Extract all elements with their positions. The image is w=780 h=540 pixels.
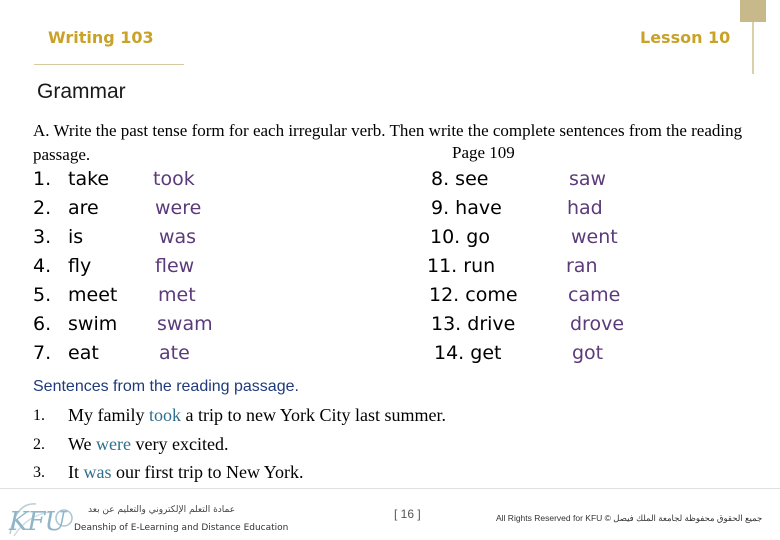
- sentence-verb: took: [149, 405, 182, 425]
- sentence-text: [68, 434, 228, 455]
- sentence-before: My family: [68, 405, 149, 425]
- copyright-notice: All Rights Reserved for KFU © جميع الحقوق محفوظة لجامعة الملك فيصل: [496, 513, 763, 523]
- verb-base: 13. drive: [431, 313, 516, 335]
- sentence-after: very excited.: [131, 434, 229, 454]
- verb-base: swim: [68, 313, 118, 335]
- sentences-title: Sentences from the reading passage.: [33, 378, 299, 395]
- verb-base: 14. get: [434, 342, 502, 364]
- verb-base: 10. go: [430, 226, 490, 248]
- corner-line-decoration: [752, 22, 754, 74]
- verb-base: meet: [68, 284, 118, 306]
- verb-past: got: [572, 342, 604, 364]
- verb-number: 7.: [33, 342, 52, 364]
- section-title: Grammar: [37, 80, 126, 103]
- verb-past: went: [571, 226, 618, 248]
- verb-past: ran: [566, 255, 598, 277]
- verb-base: is: [68, 226, 84, 248]
- verb-past: met: [158, 284, 196, 306]
- verb-past: had: [567, 197, 603, 219]
- footer-divider: [0, 488, 780, 489]
- sentence-verb: were: [96, 434, 132, 454]
- page-reference: Page 109: [452, 143, 515, 162]
- verb-past: took: [153, 168, 195, 190]
- verb-number: 5.: [33, 284, 52, 306]
- verb-past: swam: [157, 313, 213, 335]
- verb-number: 6.: [33, 313, 52, 335]
- verb-base: are: [68, 197, 99, 219]
- verb-base: 11. run: [427, 255, 496, 277]
- sentence-after: our first trip to New York.: [111, 462, 304, 482]
- sentence-text: [68, 405, 446, 426]
- deanship-arabic: عمادة التعلم الإلكتروني والتعليم عن بعد: [88, 505, 236, 515]
- kfu-logo-text: KFU: [9, 507, 66, 537]
- verb-past: were: [155, 197, 202, 219]
- verbs-left-list: [33, 168, 413, 378]
- sentence-number: 1.: [33, 407, 45, 424]
- verb-base: fly: [68, 255, 92, 277]
- page-number: [ 16 ]: [394, 507, 421, 521]
- verb-past: came: [568, 284, 621, 306]
- verb-number: 3.: [33, 226, 52, 248]
- verbs-right-list: [426, 168, 666, 378]
- verb-past: was: [159, 226, 197, 248]
- verb-past: ate: [159, 342, 190, 364]
- deanship-english: Deanship of E-Learning and Distance Education: [74, 523, 289, 533]
- verb-base: take: [68, 168, 110, 190]
- instructions: A. Write the past tense form for each irregular verb. Then write the complete sentences from the reading passage.: [33, 121, 743, 164]
- corner-decoration: [740, 0, 766, 22]
- verb-base: 8. see: [431, 168, 489, 190]
- verb-number: 1.: [33, 168, 52, 190]
- verb-base: 9. have: [431, 197, 502, 219]
- header-divider: [34, 64, 184, 65]
- verb-number: 4.: [33, 255, 52, 277]
- lesson-title: Lesson 10: [640, 28, 731, 47]
- sentence-before: We: [68, 434, 97, 454]
- sentence-text: [68, 462, 304, 483]
- verb-base: 12. come: [429, 284, 518, 306]
- sentence-before: It: [68, 462, 84, 482]
- sentence-number: 2.: [33, 436, 45, 453]
- verb-past: saw: [569, 168, 607, 190]
- course-title: Writing 103: [48, 28, 154, 47]
- verb-number: 2.: [33, 197, 52, 219]
- verb-past: drove: [570, 313, 625, 335]
- verb-past: flew: [155, 255, 195, 277]
- verb-base: eat: [68, 342, 99, 364]
- sentence-number: 3.: [33, 464, 45, 481]
- sentence-verb: was: [83, 462, 112, 482]
- sentence-after: a trip to new York City last summer.: [181, 405, 447, 425]
